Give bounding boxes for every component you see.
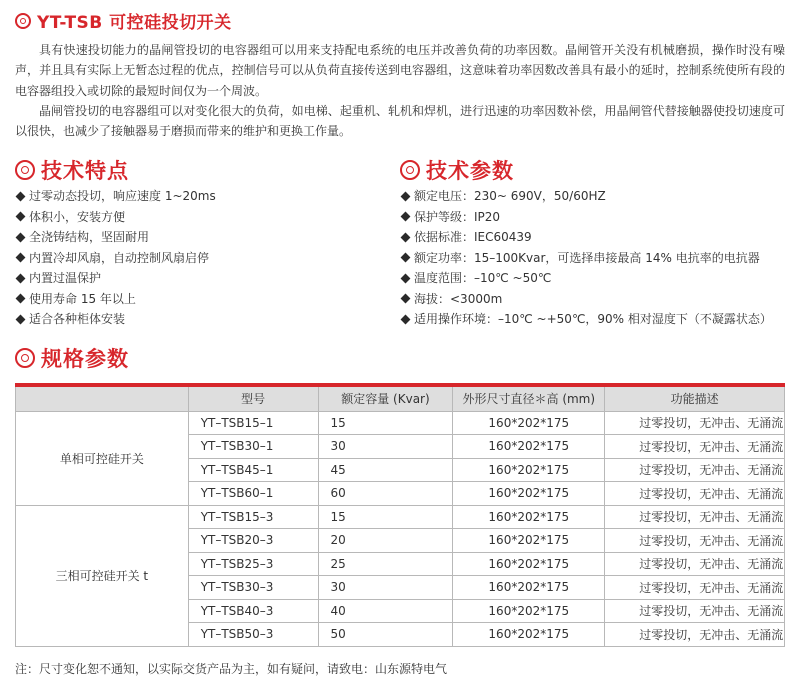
- size-cell: 160*202*175: [453, 482, 605, 506]
- function-cell: 过零投切，无冲击、无涌流: [605, 458, 785, 482]
- list-item: 内置冷却风扇，自动控制风扇启停: [15, 248, 216, 269]
- diamond-bullet-icon: [401, 294, 411, 304]
- capacity-cell: 20: [318, 529, 453, 553]
- capacity-cell: 30: [318, 435, 453, 459]
- list-item: 额定功率：15–100Kvar，可选择串接最高 14% 电抗率的电抗器: [400, 248, 772, 269]
- params-list: [400, 186, 772, 330]
- spec-table: [15, 383, 785, 647]
- capacity-cell: 25: [318, 552, 453, 576]
- params-title: 技术参数: [426, 159, 514, 183]
- model-cell: YT–TSB15–3: [188, 505, 318, 529]
- capacity-cell: 50: [318, 623, 453, 647]
- diamond-bullet-icon: [16, 232, 26, 242]
- capacity-cell: 30: [318, 576, 453, 600]
- function-cell: 过零投切，无冲击、无涌流: [605, 505, 785, 529]
- spec-header: [15, 343, 129, 373]
- model-cell: YT–TSB30–1: [188, 435, 318, 459]
- diamond-bullet-icon: [16, 273, 26, 283]
- capacity-cell: 45: [318, 458, 453, 482]
- list-item: 适用操作环境：–10℃ ~+50℃，90% 相对湿度下（不凝露状态）: [400, 309, 772, 330]
- size-cell: 160*202*175: [453, 552, 605, 576]
- capacity-cell: 60: [318, 482, 453, 506]
- header-function: 功能描述: [605, 385, 785, 411]
- size-cell: 160*202*175: [453, 529, 605, 553]
- intro-paragraph-1: 具有快速投切能力的晶闸管投切的电容器组可以用来支持配电系统的电压并改善负荷的功率因数。晶闸管开关没有机械磨损，操作时没有噪声，并且具有实际上无暂态过程的优点，控制信号可以从负荷直接传送到电容器组，这意味着功率因数改善具有最小的延时，控制系统使所有段的电容器组投入或切除的最短时间仅为一个周波。: [15, 43, 785, 98]
- features-title: 技术特点: [41, 159, 129, 183]
- model-cell: YT–TSB50–3: [188, 623, 318, 647]
- size-cell: 160*202*175: [453, 458, 605, 482]
- group-name-single: 单相可控硅开关: [16, 411, 189, 505]
- list-item: 过零动态投切，响应速度 1~20ms: [15, 186, 216, 207]
- table-row: [16, 505, 785, 529]
- diamond-bullet-icon: [16, 212, 26, 222]
- list-item: 保护等级：IP20: [400, 207, 772, 228]
- model-cell: YT–TSB30–3: [188, 576, 318, 600]
- header-group: [16, 385, 189, 411]
- list-item: 使用寿命 15 年以上: [15, 289, 216, 310]
- model-cell: YT–TSB20–3: [188, 529, 318, 553]
- spec-title: 规格参数: [41, 347, 129, 371]
- intro-text: [15, 40, 785, 141]
- list-item: 额定电压：230~ 690V，50/60HZ: [400, 186, 772, 207]
- double-ring-icon: [400, 160, 420, 180]
- model-cell: YT–TSB25–3: [188, 552, 318, 576]
- list-item: 温度范围：–10℃ ~50℃: [400, 268, 772, 289]
- function-cell: 过零投切，无冲击、无涌流: [605, 552, 785, 576]
- model-cell: YT–TSB40–3: [188, 599, 318, 623]
- function-cell: 过零投切，无冲击、无涌流: [605, 576, 785, 600]
- diamond-bullet-icon: [401, 314, 411, 324]
- list-item: 适合各种柜体安装: [15, 309, 216, 330]
- features-header: [15, 155, 129, 185]
- diamond-bullet-icon: [16, 253, 26, 263]
- capacity-cell: 40: [318, 599, 453, 623]
- list-item: 内置过温保护: [15, 268, 216, 289]
- diamond-bullet-icon: [16, 191, 26, 201]
- group-name-three-phase: 三相可控硅开关 t: [16, 505, 189, 646]
- intro-paragraph-2: 晶闸管投切的电容器组可以对变化很大的负荷，如电梯、起重机、轧机和焊机，进行迅速的功率因数补偿，用晶闸管代替接触器使投切速度可以很快，也减少了接触器易于磨损而带来的维护和更换工作量。: [15, 103, 785, 139]
- size-cell: 160*202*175: [453, 576, 605, 600]
- size-cell: 160*202*175: [453, 599, 605, 623]
- footnote: 注：尺寸变化恕不通知，以实际交货产品为主，如有疑问，请致电：山东源特电气: [15, 662, 448, 676]
- table-header-row: [16, 385, 785, 411]
- features-list: [15, 186, 216, 330]
- function-cell: 过零投切，无冲击、无涌流: [605, 599, 785, 623]
- double-ring-icon: [15, 348, 35, 368]
- function-cell: 过零投切，无冲击、无涌流: [605, 529, 785, 553]
- diamond-bullet-icon: [16, 314, 26, 324]
- size-cell: 160*202*175: [453, 411, 605, 435]
- function-cell: 过零投切，无冲击、无涌流: [605, 411, 785, 435]
- function-cell: 过零投切，无冲击、无涌流: [605, 482, 785, 506]
- header-model: 型号: [188, 385, 318, 411]
- size-cell: 160*202*175: [453, 623, 605, 647]
- size-cell: 160*202*175: [453, 505, 605, 529]
- model-cell: YT–TSB45–1: [188, 458, 318, 482]
- params-header: [400, 155, 514, 185]
- diamond-bullet-icon: [16, 294, 26, 304]
- page-header: [15, 8, 232, 33]
- diamond-bullet-icon: [401, 273, 411, 283]
- diamond-bullet-icon: [401, 253, 411, 263]
- diamond-bullet-icon: [401, 191, 411, 201]
- list-item: 体积小，安装方便: [15, 207, 216, 228]
- list-item: 海拔：<3000m: [400, 289, 772, 310]
- diamond-bullet-icon: [401, 212, 411, 222]
- header-size: 外形尺寸直径＊高 (mm): [453, 385, 605, 411]
- model-cell: YT–TSB60–1: [188, 482, 318, 506]
- capacity-cell: 15: [318, 505, 453, 529]
- page-title: YT-TSB 可控硅投切开关: [37, 13, 232, 33]
- list-item: 依据标准：IEC60439: [400, 227, 772, 248]
- model-cell: YT–TSB15–1: [188, 411, 318, 435]
- list-item: 全浇铸结构，坚固耐用: [15, 227, 216, 248]
- header-capacity: 额定容量 (Kvar): [318, 385, 453, 411]
- table-row: [16, 411, 785, 435]
- size-cell: 160*202*175: [453, 435, 605, 459]
- function-cell: 过零投切，无冲击、无涌流: [605, 623, 785, 647]
- double-ring-icon: [15, 160, 35, 180]
- capacity-cell: 15: [318, 411, 453, 435]
- function-cell: 过零投切，无冲击、无涌流: [605, 435, 785, 459]
- diamond-bullet-icon: [401, 232, 411, 242]
- double-ring-icon: [15, 13, 31, 29]
